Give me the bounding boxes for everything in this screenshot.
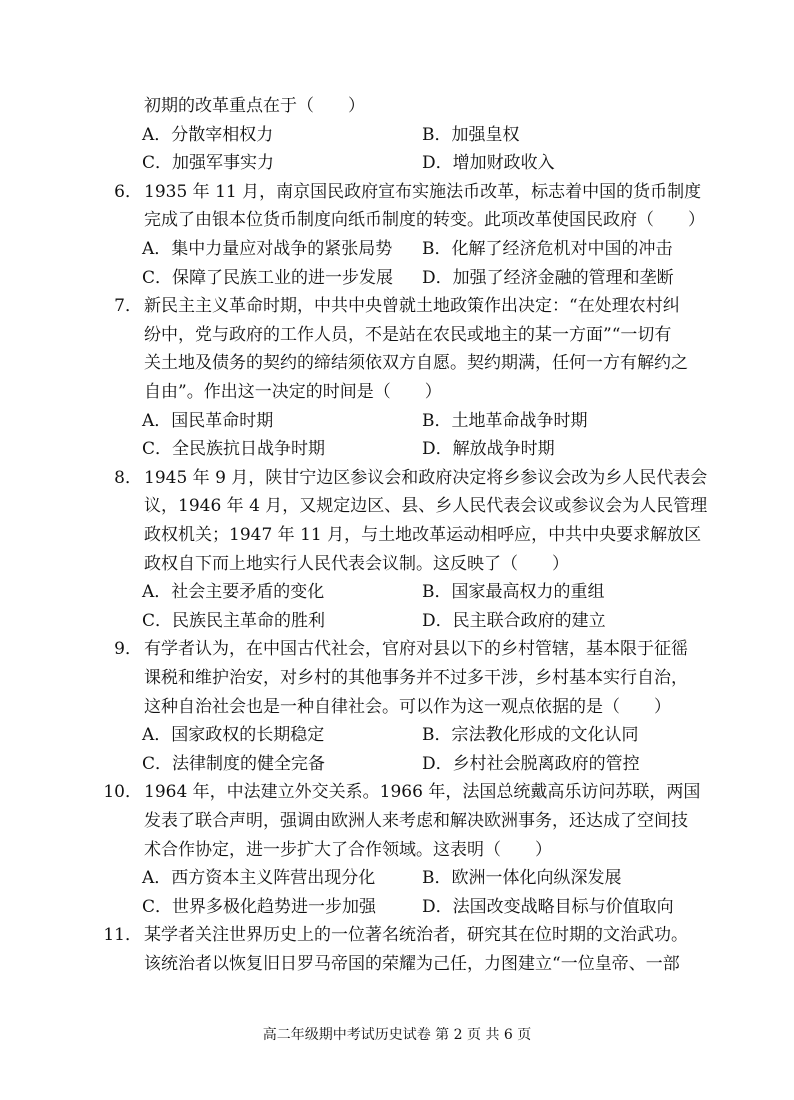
answer-option: B．欧洲一体化向纵深发展	[422, 868, 622, 889]
answer-option: D．增加财政收入	[422, 153, 555, 174]
answer-option: A．西方资本主义阵营出现分化	[142, 868, 376, 889]
answer-option: D．民主联合政府的建立	[422, 610, 606, 631]
answer-option: D．乡村社会脱离政府的管控	[422, 753, 640, 774]
answer-option: D．加强了经济金融的管理和垄断	[422, 267, 674, 288]
question-stem-line: 1945 年 9 月，陕甘宁边区参议会和政府决定将乡参议会改为乡人民代表会	[144, 467, 708, 488]
answer-option: B．加强皇权	[422, 124, 520, 145]
question-stem-line: 纷中，党与政府的工作人员，不是站在农民或地主的某一方面”“一切有	[144, 324, 672, 345]
answer-option: A．分散宰相权力	[142, 124, 274, 145]
answer-option: D．法国改变战略目标与价值取向	[422, 896, 674, 917]
answer-option: B．化解了经济危机对中国的冲击	[422, 239, 673, 259]
answer-option: D．解放战争时期	[422, 439, 555, 460]
question-stem-line: 初期的改革重点在于（ ）	[144, 96, 365, 116]
answer-option: C．法律制度的健全完备	[142, 753, 326, 774]
question-stem-line: 政权自下而上地实行人民代表会议制。这反映了（ ）	[144, 553, 569, 574]
question-number: 8．	[114, 467, 142, 488]
question-stem-line: 有学者认为，在中国古代社会，官府对县以下的乡村管辖，基本限于征徭	[144, 639, 688, 660]
question-stem-line: 1964 年，中法建立外交关系。1966 年，法国总统戴高乐访问苏联，两国	[144, 782, 701, 803]
question-stem-line: 课税和维护治安，对乡村的其他事务并不过多干涉，乡村基本实行自治，	[144, 668, 688, 688]
answer-option: C．全民族抗日战争时期	[142, 439, 326, 460]
question-number: 10．	[103, 782, 142, 803]
question-number: 7．	[114, 296, 142, 317]
answer-option: B．宗法教化形成的文化认同	[422, 725, 639, 746]
question-stem-line: 某学者关注世界历史上的一位著名统治者，研究其在位时期的文治武功。	[144, 925, 688, 946]
question-stem-line: 议，1946 年 4 月，又规定边区、县、乡人民代表会议或参议会为人民管理	[144, 496, 708, 517]
question-stem-line: 新民主主义革命时期，中共中央曾就土地政策作出决定：“在处理农村纠	[144, 296, 680, 317]
question-number: 6．	[114, 181, 142, 202]
question-stem-line: 1935 年 11 月，南京国民政府宣布实施法币改革，标志着中国的货币制度	[144, 181, 702, 202]
question-stem-line: 自由”。作出这一决定的时间是（ ）	[144, 382, 442, 402]
answer-option: A．社会主要矛盾的变化	[142, 582, 325, 603]
answer-option: C．保障了民族工业的进一步发展	[142, 267, 394, 288]
question-stem-line: 完成了由银本位货币制度向纸币制度的转变。此项改革使国民政府（ ）	[144, 210, 705, 231]
answer-option: A．国民革命时期	[142, 410, 274, 431]
page-footer: 高二年级期中考试历史试卷 第 2 页 共 6 页	[262, 1027, 532, 1043]
question-stem-line: 该统治者以恢复旧日罗马帝国的荣耀为己任，力图建立“一位皇帝、一部	[144, 954, 680, 974]
question-stem-line: 政权机关；1947 年 11 月，与土地改革运动相呼应，中共中央要求解放区	[144, 525, 702, 545]
answer-option: C．民族民主革命的胜利	[142, 610, 326, 631]
answer-option: C．世界多极化趋势进一步加强	[142, 896, 377, 917]
question-stem-line: 发表了联合声明，强调由欧洲人来考虑和解决欧洲事务，还达成了空间技	[144, 811, 688, 831]
answer-option: B．土地革命战争时期	[422, 410, 588, 431]
answer-option: B．国家最高权力的重组	[422, 582, 605, 603]
question-stem-line: 关土地及债务的契约的缔结须依双方自愿。契约期满，任何一方有解约之	[144, 353, 688, 374]
question-number: 11．	[103, 925, 142, 946]
question-stem-line: 这种自治社会也是一种自律社会。可以作为这一观点依据的是（ ）	[144, 696, 671, 717]
question-stem-line: 术合作协定，进一步扩大了合作领域。这表明（ ）	[144, 839, 552, 860]
answer-option: A．国家政权的长期稳定	[142, 725, 325, 746]
answer-option: A．集中力量应对战争的紧张局势	[142, 239, 393, 259]
question-number: 9．	[114, 639, 142, 660]
answer-option: C．加强军事实力	[142, 153, 275, 174]
